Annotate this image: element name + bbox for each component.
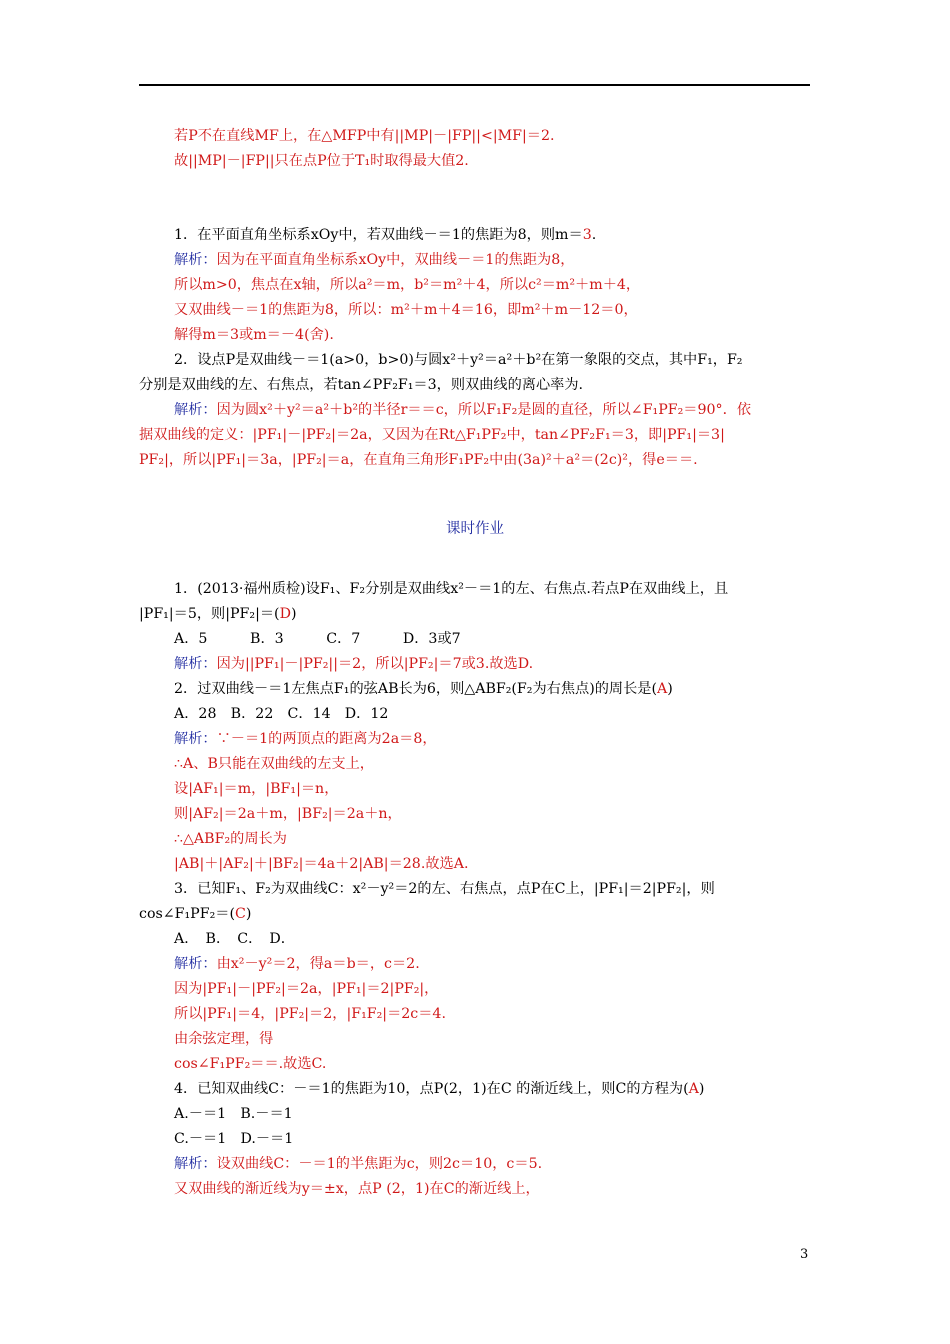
question-text: 2．过双曲线－＝1左焦点F₁的弦AB长为6，则△ABF₂(F₂为右焦点)的周长是( (174, 681, 658, 697)
question-end: ) (667, 681, 673, 697)
options: A． B． C． D． (174, 931, 295, 947)
question-text: |PF₁|＝5，则|PF₂|＝( (139, 606, 280, 622)
options: A.－＝1 B.－＝1 (174, 1106, 293, 1122)
options: A．28 B．22 C．14 D．12 (174, 706, 389, 722)
solution-text: 由x²－y²＝2，得a＝b＝，c＝2. (216, 956, 420, 972)
solution-line: 设|AF₁|＝m，|BF₁|＝n， (174, 781, 339, 797)
options: A．5 B．3 C．7 D．3或7 (174, 631, 461, 647)
solution-text: 因为||PF₁|－|PF₂||＝2，所以|PF₂|＝7或3.故选D. (216, 656, 534, 672)
question-end: . (591, 227, 597, 243)
question-2-cont: 分别是双曲线的左、右焦点，若tan∠PF₂F₁＝3，则双曲线的离心率为. (139, 377, 584, 393)
header-rule (139, 84, 810, 86)
solution-line: 所以|PF₁|＝4，|PF₂|＝2，|F₁F₂|＝2c＝4. (174, 1006, 446, 1022)
solution-label: 解析： (174, 252, 217, 268)
solution-text: ∵－＝1的两顶点的距离为2a＝8， (216, 731, 437, 747)
solution-label: 解析： (174, 656, 217, 672)
question-text: cos∠F₁PF₂＝( (139, 906, 235, 922)
solution-line: ∴A、B只能在双曲线的左支上， (174, 756, 374, 772)
hw-question-4 (174, 1080, 704, 1098)
solution-line: 又双曲线的渐近线为y＝±x，点P (2，1)在C的渐近线上， (174, 1181, 540, 1197)
section-heading: 课时作业 (446, 521, 504, 537)
solution-line: 由余弦定理，得 (174, 1031, 274, 1047)
solution-line: 据双曲线的定义：|PF₁|－|PF₂|＝2a，又因为在Rt△F₁PF₂中，tan∠PF₂F₁＝3，即|PF₁|＝3| (139, 427, 725, 443)
question-end: ) (698, 1081, 705, 1097)
hw-question-1-cont (139, 605, 297, 623)
solution-label: 解析： (174, 1156, 217, 1172)
hw-question-1: 1．(2013·福州质检)设F₁、F₂分别是双曲线x²－＝1的左、右焦点.若点P在双曲线上，且 (174, 581, 729, 597)
solution-line (174, 251, 574, 269)
solution-line (174, 401, 751, 419)
solution-line: cos∠F₁PF₂＝＝.故选C. (174, 1056, 327, 1072)
solution-line: PF₂|，所以|PF₁|＝3a，|PF₂|＝a，在直角三角形F₁PF₂中由(3a)²＋a²＝(2c)²，得e＝＝. (139, 452, 698, 468)
solution-line: |AB|＋|AF₂|＋|BF₂|＝4a＋2|AB|＝28.故选A. (174, 856, 469, 872)
solution-line: 又双曲线－＝1的焦距为8，所以：m²＋m＋4＝16，即m²＋m－12＝0， (174, 302, 638, 318)
solution-label: 解析： (174, 956, 217, 972)
hw-question-3-cont (139, 905, 251, 923)
question-text: 4．已知双曲线C：－＝1的焦距为10，点P(2，1)在C 的渐近线上，则C的方程为( (174, 1081, 689, 1097)
question-1 (174, 226, 596, 244)
solution-line: 则|AF₂|＝2a＋m，|BF₂|＝2a＋n， (174, 806, 402, 822)
answer: 3 (582, 227, 592, 243)
answer: A (657, 681, 668, 697)
solution-text: 因为在平面直角坐标系xOy中，双曲线－＝1的焦距为8， (216, 252, 575, 268)
text-line: 故||MP|－|FP||只在点P位于T₁时取得最大值2. (174, 153, 469, 169)
options: C.－＝1 D.－＝1 (174, 1131, 294, 1147)
hw-question-3: 3．已知F₁、F₂为双曲线C：x²－y²＝2的左、右焦点，点P在C上，|PF₁|＝2|PF₂|，则 (174, 881, 715, 897)
answer: D (279, 606, 291, 622)
solution-line: 解得m＝3或m＝－4(舍). (174, 327, 334, 343)
page-number: 3 (800, 1247, 809, 1262)
question-end: ) (290, 606, 297, 622)
solution-line (174, 730, 437, 748)
solution-label: 解析： (174, 402, 217, 418)
solution-line (174, 655, 533, 673)
question-text: 1．在平面直角坐标系xOy中，若双曲线－＝1的焦距为8，则m＝ (174, 227, 583, 243)
answer: C (235, 906, 246, 922)
solution-label: 解析： (174, 731, 217, 747)
question-end: ) (245, 906, 252, 922)
solution-line (174, 955, 420, 973)
question-2: 2．设点P是双曲线－＝1(a>0，b>0)与圆x²＋y²＝a²＋b²在第一象限的交点，其中F₁，F₂ (174, 352, 743, 368)
answer: A (688, 1081, 699, 1097)
solution-line: ∴△ABF₂的周长为 (174, 831, 287, 847)
solution-line: 所以m>0，焦点在x轴，所以a²＝m，b²＝m²＋4，所以c²＝m²＋m＋4， (174, 277, 641, 293)
solution-text: 设双曲线C：－＝1的半焦距为c，则2c＝10，c＝5. (216, 1156, 543, 1172)
hw-question-2 (174, 680, 673, 698)
text-line: 若P不在直线MF上，在△MFP中有||MP|－|FP||<|MF|＝2. (174, 128, 555, 144)
solution-text: 因为圆x²＋y²＝a²＋b²的半径r＝＝c，所以F₁F₂是圆的直径，所以∠F₁PF₂＝90°．依 (216, 402, 752, 418)
solution-line: 因为|PF₁|－|PF₂|＝2a，|PF₁|＝2|PF₂|， (174, 981, 439, 997)
solution-line (174, 1155, 542, 1173)
